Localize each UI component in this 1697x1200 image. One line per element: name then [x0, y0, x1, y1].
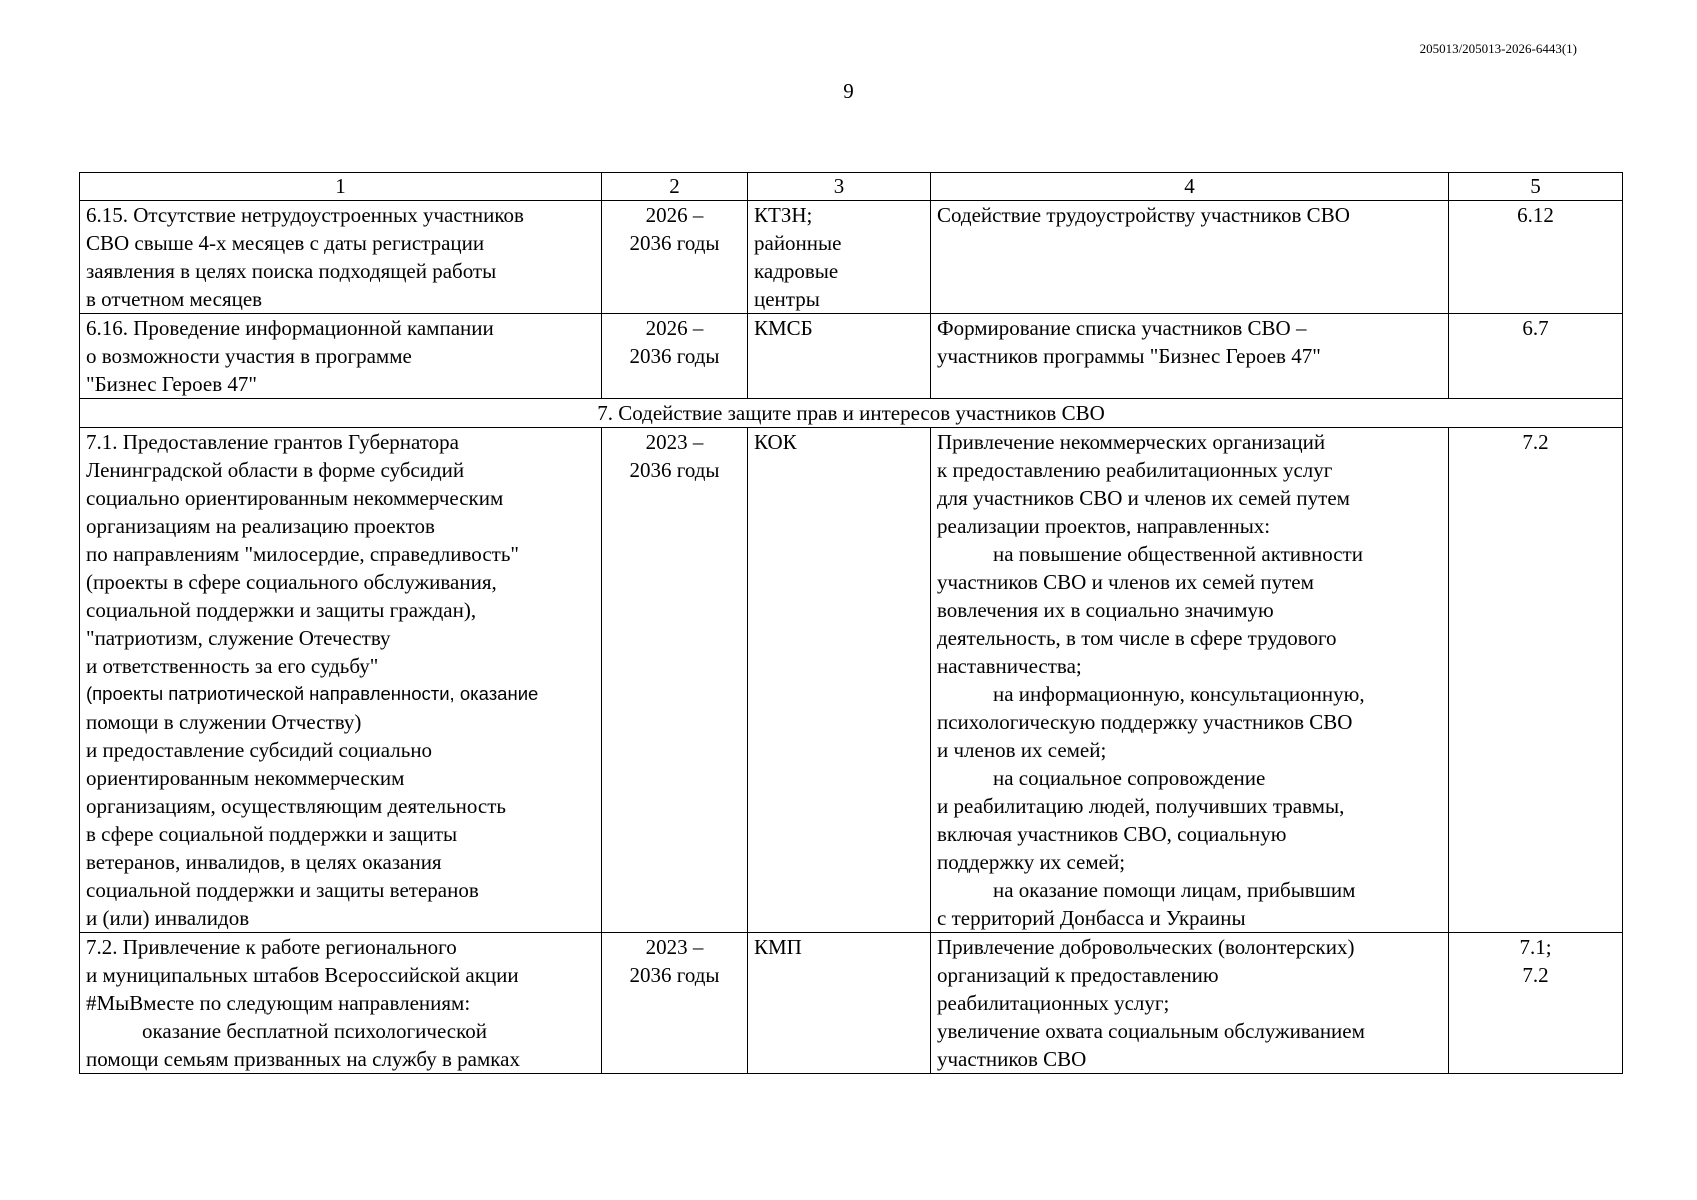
text-line: участников программы "Бизнес Героев 47"	[937, 344, 1321, 368]
text-line: 2023 –	[645, 935, 704, 959]
measure-cell	[80, 933, 602, 1074]
text-line: участников СВО	[937, 1047, 1087, 1071]
text-line: КОК	[754, 430, 797, 454]
executor-cell	[748, 314, 931, 399]
measure-cell	[80, 428, 602, 933]
text-line: организаций к предоставлению	[937, 963, 1219, 987]
text-line: КТЗН;	[754, 203, 813, 227]
text-line: социально ориентированным некоммерческим	[86, 486, 504, 510]
text-line: КМСБ	[754, 316, 813, 340]
table-row	[80, 933, 1623, 1074]
text-line: #МыВместе по следующим направлениям:	[86, 991, 471, 1015]
text-line: Привлечение добровольческих (волонтерских)	[937, 935, 1355, 959]
text-line: психологическую поддержку участников СВО	[937, 710, 1353, 734]
text-line: центры	[754, 287, 820, 311]
text-line: районные	[754, 231, 842, 255]
measure-cell	[80, 314, 602, 399]
text-line: на оказание помощи лицам, прибывшим	[993, 878, 1356, 902]
text-line: с территорий Донбасса и Украины	[937, 906, 1246, 930]
header-cell-4: 4	[931, 173, 1449, 201]
text-line: ориентированным некоммерческим	[86, 766, 405, 790]
text-line: и муниципальных штабов Всероссийской акции	[86, 963, 519, 987]
text-line: организациям, осуществляющим деятельность	[86, 794, 506, 818]
measures-table	[79, 172, 1623, 1074]
indicator-cell	[1449, 314, 1623, 399]
text-line: 6.16. Проведение информационной кампании	[86, 316, 494, 340]
text-line: и ответственность за его судьбу"	[86, 654, 379, 678]
text-line: кадровые	[754, 259, 839, 283]
measure-cell	[80, 201, 602, 314]
text-line: для участников СВО и членов их семей путем	[937, 486, 1350, 510]
page-number: 9	[843, 79, 854, 103]
table-row	[80, 201, 1623, 314]
text-line: на социальное сопровождение	[993, 766, 1266, 790]
header-cell-1: 1	[80, 173, 602, 201]
text-line: организациям на реализацию проектов	[86, 514, 435, 538]
text-line: 6.15. Отсутствие нетрудоустроенных участников	[86, 203, 524, 227]
text-line: (проекты патриотической направленности, оказание	[86, 683, 539, 704]
header-cell-3: 3	[748, 173, 931, 201]
period-cell	[602, 314, 748, 399]
text-line: 2026 –	[645, 203, 704, 227]
text-line: 2023 –	[645, 430, 704, 454]
text-line: включая участников СВО, социальную	[937, 822, 1287, 846]
text-line: реализации проектов, направленных:	[937, 514, 1271, 538]
text-line: 6.12	[1517, 203, 1554, 227]
executor-cell	[748, 933, 931, 1074]
text-line: помощи семьям призванных на службу в рамках	[86, 1047, 520, 1071]
text-line: СВО свыше 4-х месяцев с даты регистрации	[86, 231, 485, 255]
text-line: 2026 –	[645, 316, 704, 340]
text-line: по направлениям "милосердие, справедливость"	[86, 542, 519, 566]
text-line: заявления в целях поиска подходящей работы	[86, 259, 497, 283]
text-line: увеличение охвата социальным обслуживанием	[937, 1019, 1365, 1043]
text-line: Формирование списка участников СВО –	[937, 316, 1307, 340]
text-line: в отчетном месяцев	[86, 287, 263, 311]
text-line: "Бизнес Героев 47"	[86, 372, 257, 396]
result-cell	[931, 314, 1449, 399]
indicator-cell	[1449, 933, 1623, 1074]
text-line: вовлечения их в социально значимую	[937, 598, 1274, 622]
text-line: помощи в служении Отчеству)	[86, 710, 362, 734]
text-line: 2036 годы	[629, 963, 720, 987]
period-cell	[602, 201, 748, 314]
text-line: на информационную, консультационную,	[993, 682, 1365, 706]
document-id: 205013/205013-2026-6443(1)	[1419, 41, 1577, 56]
text-line: 7.2	[1522, 430, 1549, 454]
text-line: наставничества;	[937, 654, 1082, 678]
header-cell-5: 5	[1449, 173, 1623, 201]
text-line: 2036 годы	[629, 344, 720, 368]
table-row	[80, 314, 1623, 399]
text-line: 7.2	[1522, 963, 1549, 987]
period-cell	[602, 933, 748, 1074]
text-line: "патриотизм, служение Отечеству	[86, 626, 391, 650]
text-line: социальной поддержки и защиты ветеранов	[86, 878, 479, 902]
text-line: 2036 годы	[629, 231, 720, 255]
text-line: и реабилитацию людей, получивших травмы,	[937, 794, 1345, 818]
text-line: Ленинградской области в форме субсидий	[86, 458, 465, 482]
text-line: 6.7	[1522, 316, 1549, 340]
table-header-row	[80, 173, 1623, 201]
executor-cell	[748, 428, 931, 933]
period-cell	[602, 428, 748, 933]
text-line: и членов их семей;	[937, 738, 1107, 762]
result-cell	[931, 428, 1449, 933]
text-line: социальной поддержки и защиты граждан),	[86, 598, 477, 622]
section-title: 7. Содействие защите прав и интересов участников СВО	[80, 399, 1623, 428]
text-line: на повышение общественной активности	[993, 542, 1363, 566]
text-line: 7.1;	[1519, 935, 1552, 959]
text-line: в сфере социальной поддержки и защиты	[86, 822, 458, 846]
text-line: (проекты в сфере социального обслуживания,	[86, 570, 497, 594]
indicator-cell	[1449, 428, 1623, 933]
text-line: Привлечение некоммерческих организаций	[937, 430, 1326, 454]
section-row	[80, 399, 1623, 428]
text-line: к предоставлению реабилитационных услуг	[937, 458, 1333, 482]
text-line: деятельность, в том числе в сфере трудового	[937, 626, 1337, 650]
text-line: КМП	[754, 935, 802, 959]
text-line: 7.2. Привлечение к работе регионального	[86, 935, 457, 959]
text-line: и предоставление субсидий социально	[86, 738, 433, 762]
text-line: оказание бесплатной психологической	[142, 1019, 487, 1043]
text-line: ветеранов, инвалидов, в целях оказания	[86, 850, 442, 874]
header-cell-2: 2	[602, 173, 748, 201]
table-row	[80, 428, 1623, 933]
text-line: и (или) инвалидов	[86, 906, 250, 930]
executor-cell	[748, 201, 931, 314]
result-cell	[931, 201, 1449, 314]
text-line: поддержку их семей;	[937, 850, 1126, 874]
result-cell	[931, 933, 1449, 1074]
text-line: 2036 годы	[629, 458, 720, 482]
text-line: реабилитационных услуг;	[937, 991, 1170, 1015]
text-line: о возможности участия в программе	[86, 344, 412, 368]
text-line: Содействие трудоустройству участников СВО	[937, 203, 1350, 227]
text-line: участников СВО и членов их семей путем	[937, 570, 1314, 594]
indicator-cell	[1449, 201, 1623, 314]
text-line: 7.1. Предоставление грантов Губернатора	[86, 430, 459, 454]
